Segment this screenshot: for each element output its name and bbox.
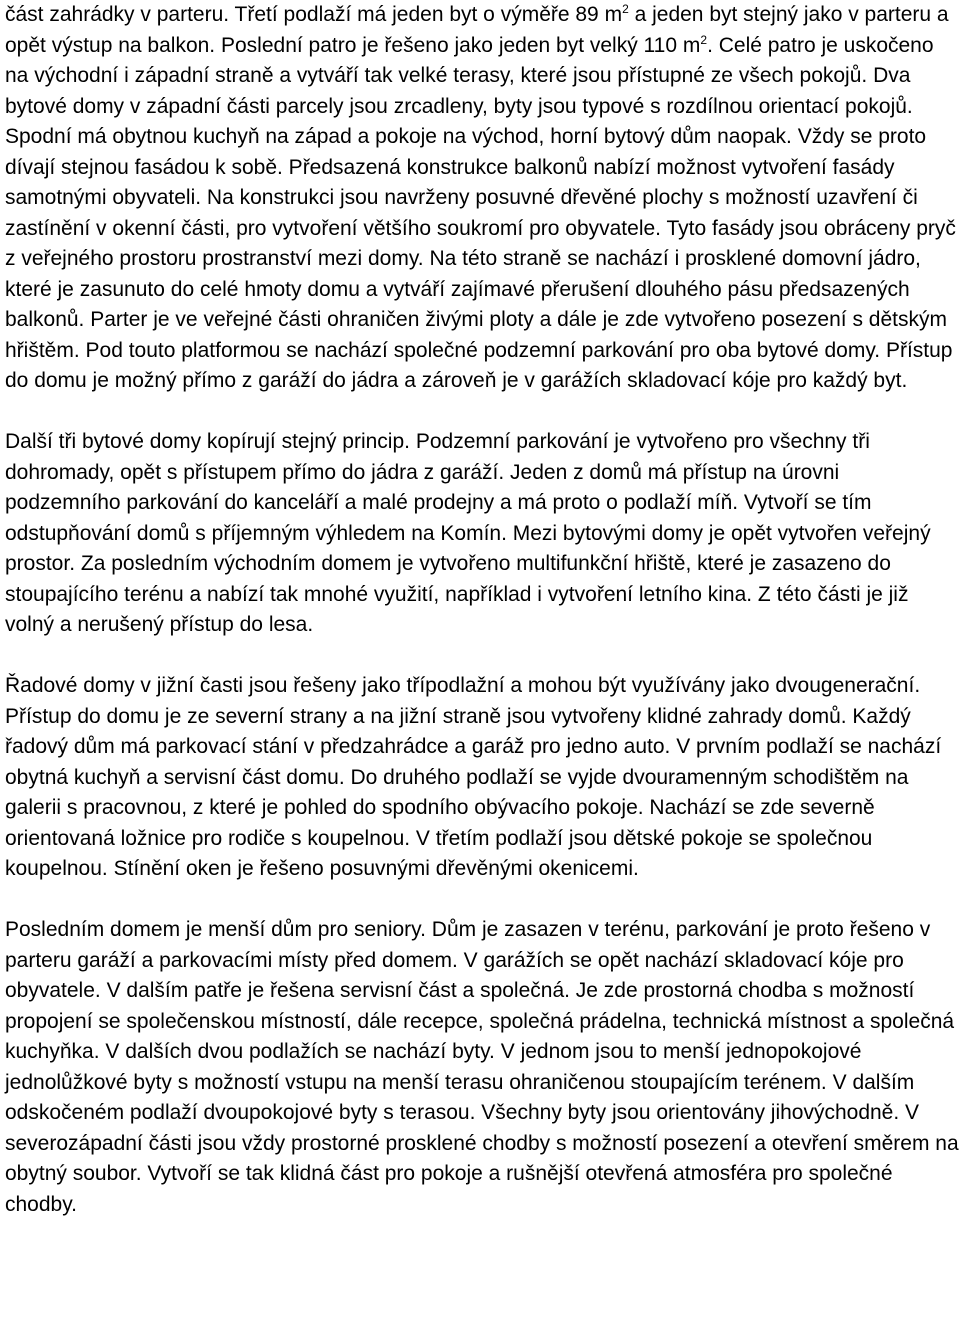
document-page: [5, 0, 959, 1220]
paragraph-spacer: [5, 885, 959, 916]
paragraph-4: Posledním domem je menší dům pro seniory. Dům je zasazen v terénu, parkování je proto řešeno v parteru garáží a parkovacími místy před domem. V garážích se opět nachází skladovací kóje pro obyvatele. V dalším patře je řešena servisní část a společná. Je zde prostorná chodba s možností propojení se společenskou místností, dále recepce, společná prádelna, technická místnost a společná kuchyňka. V dalších dvou podlažích se nachází byty. V jednom jsou to menší jednopokojové jednolůžkové byty s možností vstupu na menší terasu ohraničenou stoupajícím terénem. V dalším odskočeném podlaží dvoupokojové byty s terasou. Všechny byty jsou orientovány jihovýchodně. V severozápadní části jsou vždy prostorné prosklené chodby s možností posezení a otevření směrem na obytný soubor. Vytvoří se tak klidná část pro pokoje a rušnější otevřená atmosféra pro společné chodby.: [5, 918, 959, 1216]
paragraph-1-text-c: . Celé patro je uskočeno na východní i západní straně a vytváří tak velké terasy, které jsou přístupné ze všech pokojů. Dva bytové domy v západní části parcely jsou zrcadleny, byty jsou typové s rozdílnou orientací pokojů. Spodní má obytnou kuchyň na západ a pokoje na východ, horní bytový dům naopak. Vždy se proto dívají stejnou fasádou k sobě. Předsazená konstrukce balkonů nabízí možnost vytvoření fasády samotnými obyvateli. Na konstrukci jsou navrženy posuvné dřevěné plochy s možností uzavření či zastínění v okenní části, pro vytvoření většího soukromí pro obyvatele. Tyto fasády jsou obráceny pryč z veřejného prostoru prostranství mezi domy. Na této straně se nachází i prosklené domovní jádro, které je zasunuto do celé hmoty domu a vytváří zajímavé přerušení dlouhého pásu předsazených balkonů. Parter je ve veřejné části ohraničen živými ploty a dále je zde vytvořeno posezení s dětským hřištěm. Pod touto platformou se nachází společné podzemní parkování pro oba bytové domy. Přístup do domu je možný přímo z garáží do jádra a zároveň je v garážích skladovací kóje pro každý byt.: [5, 33, 956, 392]
paragraph-1-text-a: část zahrádky v parteru. Třetí podlaží má jeden byt o výměře 89 m: [5, 3, 623, 26]
paragraph-spacer: [5, 641, 959, 672]
superscript-squared: 2: [622, 2, 629, 16]
paragraph-1: [5, 0, 959, 397]
paragraph-spacer: [5, 397, 959, 428]
paragraph-1-text-b: a jeden byt stejný jako v parteru a opět výstup na balkon. Poslední patro je řešeno jako jeden byt velký 110 m: [5, 3, 949, 57]
paragraph-3: Řadové domy v jižní časti jsou řešeny jako třípodlažní a mohou být využívány jako dvougenerační. Přístup do domu je ze severní strany a na jižní straně jsou vytvořeny klidné zahrady domů. Každý řadový dům má parkovací stání v předzahrádce a garáž pro jedno auto. V prvním podlaží se nachází obytná kuchyň a servisní část domu. Do druhého podlaží se vyjde dvouramenným schodištěm na galerii s pracovnou, z které je pohled do spodního obývacího pokoje. Nachází se zde severně orientovaná ložnice pro rodiče s koupelnou. V třetím podlaží jsou dětské pokoje se společnou koupelnou. Stínění oken je řešeno posuvnými dřevěnými okenicemi.: [5, 674, 942, 880]
superscript-squared: 2: [700, 32, 708, 47]
paragraph-2: Další tři bytové domy kopírují stejný princip. Podzemní parkování je vytvořeno pro všechny tři dohromady, opět s přístupem přímo do jádra z garáží. Jeden z domů má přístup na úrovni podzemního parkování do kanceláří a malé prodejny a má proto o podlaží míň. Vytvoří se tím odstupňování domů s příjemným výhledem na Komín. Mezi bytovými domy je opět vytvořen veřejný prostor. Za posledním východním domem je vytvořeno multifunkční hřiště, které je zasazeno do stoupajícího terénu a nabízí tak mnohé využití, například i vytvoření letního kina. Z této části je již volný a nerušený přístup do lesa.: [5, 430, 931, 636]
